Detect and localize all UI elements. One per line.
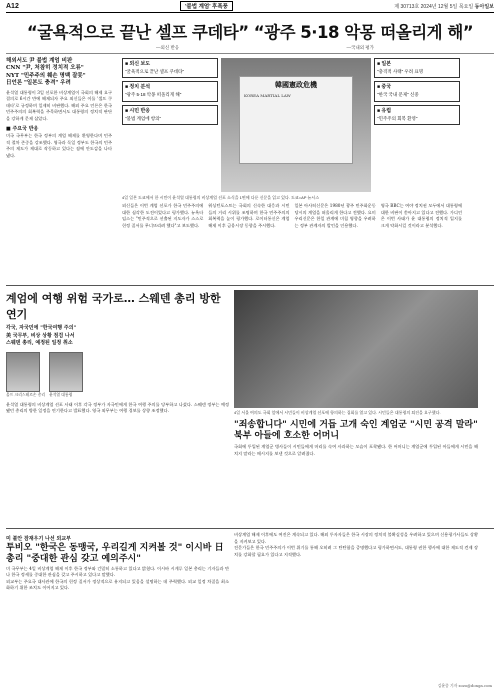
body-paragraph: 비상계엄 해제 이후에도 여진은 계속되고 있다. 해외 투자자들은 한국 시장의 정치적 불확실성을 우려하고 있으며 신용평가사들도 상황을 지켜보고 있다. [234,532,478,544]
info-box-title: ■ 중국 [377,84,392,91]
issue-date [394,3,494,10]
article-subheads [6,325,229,348]
body-paragraph: 외교부는 주요국 대사관에 한국의 헌정 질서가 정상적으로 유지되고 있음을 설명하는 데 주력했다. 외교 일정 차질을 최소화하기 위한 조치도 이어지고 있다. [6,578,229,590]
divider [6,53,494,54]
lede-line: 해외서도 尹 불법 계엄 비판 [6,58,73,64]
photo-paper-title: 韓國憲政危機 [275,80,317,89]
photo-paper-sub: KOREA MARTIAL LAW [244,93,291,98]
info-box-title: ■ 정치 분석 [125,84,151,91]
section-label: '불법 계엄' 후폭풍 [180,1,233,11]
article-title: 계엄에 여행 위험 국가로… 스웨덴 총리 방한 연기 [6,292,221,321]
upper-article [6,58,494,281]
info-box-text: "굴욕적으로 끝난 셀프 쿠데타" [125,69,185,74]
held-newspaper [239,76,353,164]
headline-meta [6,43,494,51]
info-box-text: "민주주의 회복 환영" [377,115,418,121]
masthead [6,0,494,13]
date: 2024년 12월 5일 목요일 [420,3,474,10]
lede [6,58,112,88]
body-paragraph: 미 국무부는 4일 비상계엄 해제 이후 한국 정부와 긴밀히 소통하고 있다고 밝혔다. 이시바 시게루 일본 총리는 기자들과 만나 한국 정세를 중대한 관심을 갖고 주시하고 있다고 말했다. [6,565,229,577]
photo-caption: 4일 서울 여의도 국회 앞에서 시민들이 비상계엄 선포에 항의하는 집회를 열고 있다. 시민들은 대통령의 퇴진을 요구했다. [234,410,441,415]
body-paragraph: 윤석열 대통령의 비상계엄 선포 사태 이후 각국 정부가 자국민에게 한국 여행 주의를 당부하고 나섰다. 스웨덴 정부는 예정됐던 총리의 방한 일정을 연기한다고 발표했다. 영국 외무부는 여행 경보를 상향 조정했다. [6,401,229,413]
info-box-text: "충격적 사태" 우려 표명 [377,69,424,74]
info-box-text: "한국 국내 문제" 신중 [377,92,419,98]
article-title: 투비오 "한국은 동맹국, 우리길게 지켜볼 것" 이시바 日총리 "중대한 관심 갖고 예의주시" [6,543,224,565]
sweden-article [6,285,494,525]
headline-byline-left: —외신 반응 [156,45,180,50]
lede-line: NYT "민주주의 훼손 명백 잘못" [6,72,86,79]
infographic [122,58,462,276]
lede-line: CNN "尹, 처참히 정치적 오류" [6,65,84,72]
info-box [122,58,218,78]
body-paragraph: 윤석열 대통령이 3일 선포한 비상계엄이 국회의 해제 요구 결의로 6시간 만에 해제되자 주요 외신들은 이를 '셀프 쿠데타'로 규정하며 일제히 비판했다. 해외 주요 언론은 한국 민주주의의 회복력을 주목하면서도 대통령의 정치적 판단을 강하게 문제 삼았다. [6,89,112,121]
info-box-text: "광주 5·18 악몽 떠올리게 해" [125,92,182,98]
body-columns [122,203,462,229]
body-paragraph: 국회에 투입된 계엄군 병사들이 시민들에게 머리를 숙여 사과하는 모습이 포착됐다. 한 어머니는 계엄군에 투입된 아들에게 시민을 해치지 말라는 메시지를 보낸 것으로 알려졌다. [234,444,478,456]
portrait-photo [49,352,83,392]
body-paragraph: 영국 BBC는 여야 정치권 모두에서 대통령에 대한 비판이 쏟아지고 있다고 전했다. 가디언은 이번 사태가 윤 대통령의 정치적 입지를 크게 약화시킬 것이라고 분석했다. [380,203,462,228]
subhead-line: 각국, 자국민에 "한국여행 주의" [6,325,77,331]
subhead-line: 스웨덴 총리, 예정된 일정 취소 [6,340,73,346]
info-box [122,105,218,125]
quote-headline: "죄송합니다" 시민에 거듭 고개 숙인 계엄군 "시민 공격 말라" 북부 아들에 호소한 어머니 [234,419,478,441]
newspaper-photo [221,58,371,192]
body-paragraph: 미국 국무부는 한국 정부의 계엄 해제를 환영한다며 민주적 절차 존중을 강조했다. 영국과 독일 정부도 한국의 민주주의 제도가 제대로 작동하고 있다는 점에 안도감을 나타냈다. [6,133,112,158]
portraits [6,352,229,398]
body-paragraph: 전문가들은 한국 민주주의가 이번 위기를 통해 오히려 그 탄탄함을 증명했다고 평가하면서도, 대통령 권한 행사에 대한 제도적 견제 장치를 강화할 필요가 있다고 지적했다. [234,545,478,557]
issue-number: 제 30713호 [394,3,420,10]
info-box-text: "불법 계엄에 항의" [125,115,162,121]
lede-line: 日언론 "일본도 충격" 우려 [6,80,71,87]
kicker: 미 불안 잠재우기 나선 외교부 [6,536,71,542]
info-box [374,105,460,125]
main-headline [6,13,494,51]
portrait-caption: 울프 크리스테르손 총리 [6,391,46,397]
photo-caption: 4일 일본 도쿄에서 한 시민이 윤석열 대통령의 비상계엄 선포 소식을 1면에 다룬 신문을 읽고 있다. 도쿄=AP 뉴시스 [122,195,320,200]
info-box-title: ■ 외신 보도 [125,61,151,67]
portrait-caption: 윤석열 대통령 [49,391,73,397]
subhead-line: 美 국무부, 비상 상황 점검 나서 [6,332,75,339]
body-paragraph: 외신들은 이번 계엄 선포가 한국 민주주의에 대한 심각한 도전이었다고 평가했다. 뉴욕타임스는 "민주적으로 선출된 지도자가 스스로 헌정 질서를 무너뜨리려 했다"고 보도했다. [122,203,204,228]
headline-byline-right: —국내외 평가 [346,45,374,50]
reporter-byline: 김윤종 기자 zozo@donga.com [437,683,492,688]
info-box [374,58,460,78]
info-box-title: ■ 시민 반응 [125,107,151,114]
info-box [374,81,460,101]
info-box-title: ■ 유럽 [377,107,392,114]
body-paragraph: 일본 아사히신문은 1980년 광주 민주화운동 당시의 계엄을 떠올리게 한다고 전했다. 요미우리신문은 한일 관계에 미칠 영향을 우려하는 정부 관계자의 발언을 인용했다. [294,203,376,228]
headline-title: “굴욕적으로 끝난 셀프 쿠데타” “광주 5·18 악몽 떠올리게 해” [26,23,474,42]
body-paragraph: 워싱턴포스트는 국회의 신속한 대응과 시민들의 거리 시위를 조명하며 한국 민주주의의 회복력을 높이 평가했다. 로이터통신은 계엄 해제 이후 금융시장 동향을 주시했다. [208,203,290,228]
paper-name: 동아일보 [474,3,494,10]
portrait-photo [6,352,40,392]
page-number: A12 [6,2,19,10]
lede-column [6,58,116,281]
diplomacy-article [6,528,494,592]
protest-photo [234,290,478,408]
info-box-title: ■ 일본 [377,61,392,67]
info-box [122,81,218,101]
subhead: ■ 주요국 반응 [6,126,39,133]
